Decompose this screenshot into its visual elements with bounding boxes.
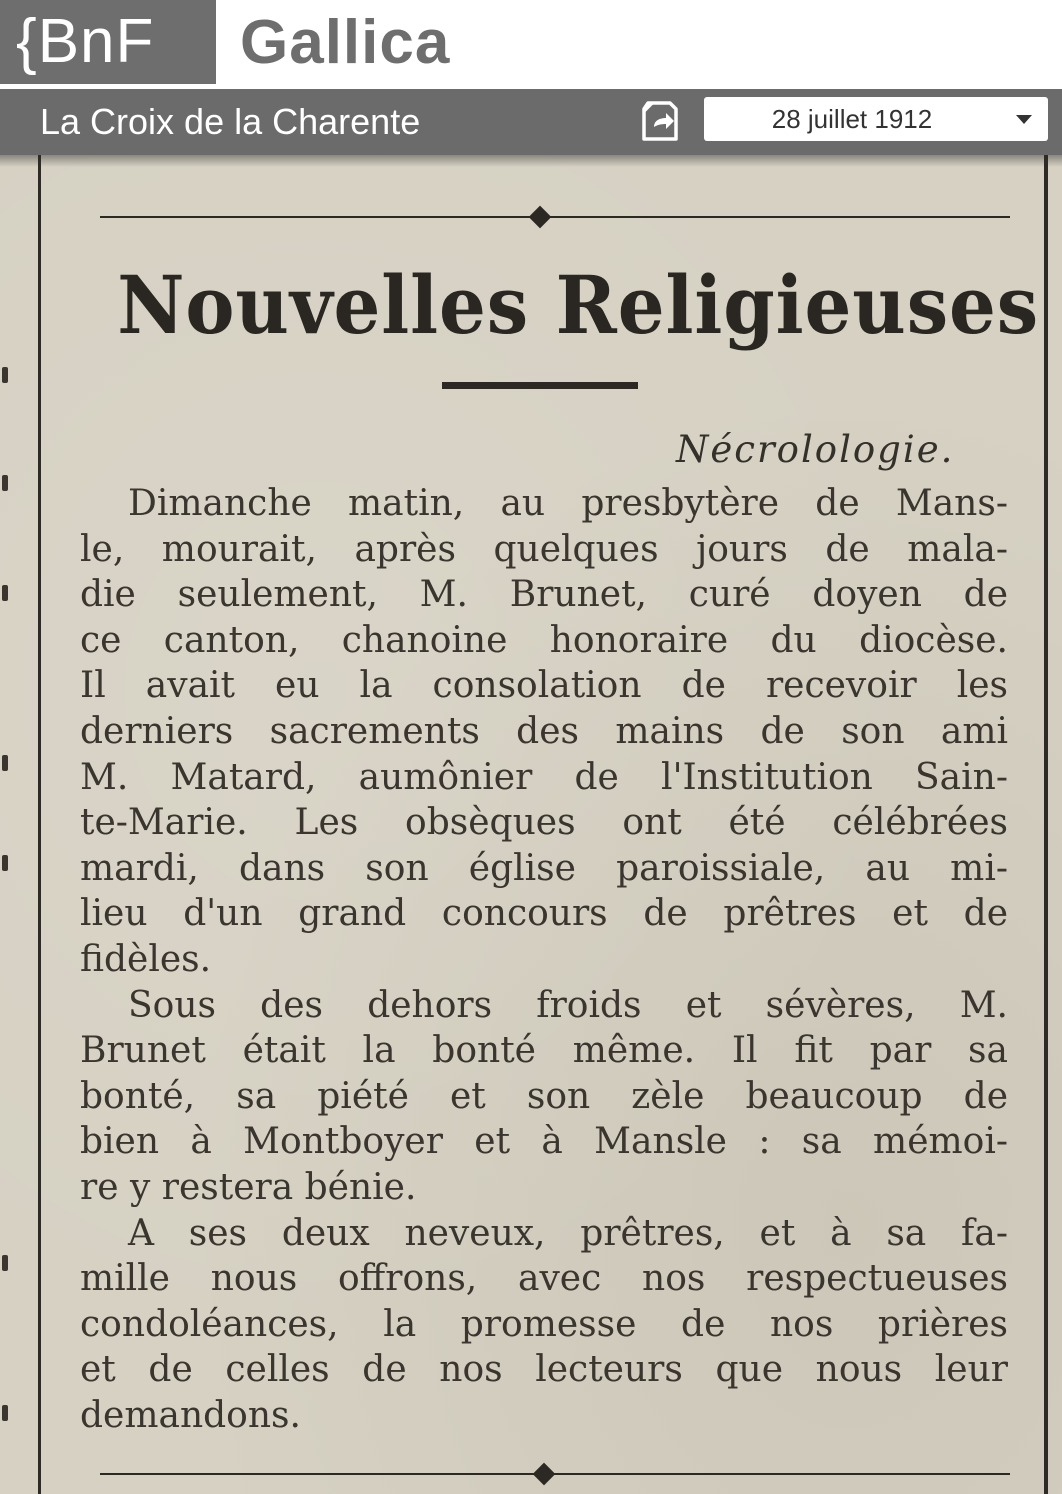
text-line: derniers sacrements des mains de son ami	[80, 710, 1008, 752]
bnf-logo[interactable]: {BnF	[0, 0, 216, 84]
diamond-ornament-bottom	[533, 1463, 556, 1486]
issue-date-value: 28 juillet 1912	[771, 104, 933, 134]
text-line: bien à Montboyer et à Mansle : sa mémoi-	[80, 1121, 1008, 1163]
column-rule-left	[38, 155, 41, 1494]
issue-date-select[interactable]	[704, 97, 1048, 141]
article-subheading: Nécrolologie.	[676, 428, 955, 471]
scanned-page-viewer[interactable]	[0, 155, 1062, 1494]
text-line: M. Matard, aumônier de l'Institution Sain-	[80, 756, 1008, 798]
article-body	[80, 481, 1008, 1438]
text-line: Dimanche matin, au presbytère de Mans-	[128, 483, 1008, 524]
share-page-icon	[636, 97, 684, 147]
text-line: Sous des dehors froids et sévères, M.	[128, 984, 1008, 1026]
text-line: mille nous offrons, avec nos respectueuses	[80, 1258, 1008, 1300]
text-line: fidèles.	[80, 938, 212, 980]
ornament-divider-top	[100, 216, 1010, 218]
text-line: Brunet était la bonté même. Il fit par sa	[80, 1030, 1008, 1072]
text-line: lieu d'un grand concours de prêtres et de	[80, 893, 1008, 935]
article-heading: Nouvelles Religieuses	[117, 258, 1040, 352]
share-page-button[interactable]	[636, 97, 684, 147]
text-line: Il avait eu la consolation de recevoir les	[80, 665, 1008, 707]
brand-bar	[0, 0, 1062, 89]
text-line: et de celles de nos lecteurs que nous leur	[80, 1349, 1008, 1391]
text-line: demandons.	[80, 1394, 301, 1436]
gallica-logo[interactable]: Gallica	[240, 8, 451, 77]
text-line: A ses deux neveux, prêtres, et à sa fa-	[128, 1212, 1008, 1254]
text-line: condoléances, la promesse de nos prières	[80, 1303, 1008, 1345]
heading-underline	[442, 382, 638, 389]
text-line: bonté, sa piété et son zèle beaucoup de	[80, 1075, 1008, 1117]
text-line: mardi, dans son église paroissiale, au mi-	[80, 847, 1008, 889]
text-line: le, mourait, après quelques jours de mala-	[80, 528, 1008, 570]
text-line: re y restera bénie.	[80, 1166, 417, 1208]
text-line: te-Marie. Les obsèques ont été célébrées	[80, 802, 1008, 844]
diamond-ornament-top	[529, 206, 552, 229]
text-line: ce canton, chanoine honoraire du diocèse.	[80, 619, 1008, 661]
chevron-down-icon	[1016, 115, 1032, 124]
toolbar-shadow	[0, 155, 1062, 167]
column-rule-right	[1044, 155, 1048, 1494]
adjacent-column-fragments	[0, 155, 12, 1494]
publication-title[interactable]: La Croix de la Charente	[40, 101, 421, 142]
text-line: die seulement, M. Brunet, curé doyen de	[80, 574, 1008, 616]
